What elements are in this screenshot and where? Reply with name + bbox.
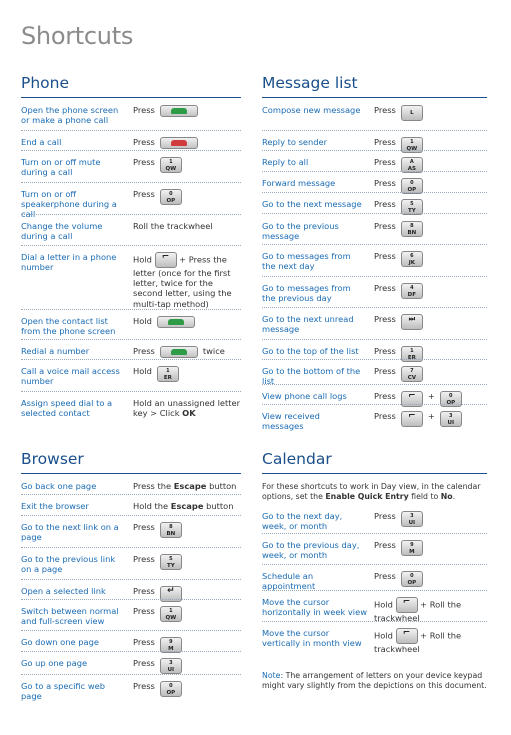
shortcut-action — [133, 501, 245, 511]
key-1-er-icon: 1 ER — [401, 346, 423, 362]
phone-rule — [21, 97, 241, 98]
key-number: 3 — [449, 413, 453, 419]
handset-icon — [171, 108, 187, 114]
key-number: 9 — [410, 542, 414, 548]
action-bold-text: Escape — [173, 481, 207, 491]
key-number: A — [409, 159, 414, 165]
page-title: Shortcuts — [21, 22, 134, 50]
row-divider — [262, 276, 487, 277]
shortcut-label: Go up one page — [21, 658, 88, 668]
action-text: Press — [133, 157, 155, 167]
key-number: 1 — [166, 368, 170, 374]
key-0-op-icon: 0 OP — [401, 571, 423, 587]
action-text: Press — [133, 105, 155, 115]
row-divider — [21, 547, 241, 548]
key-alt-icon: ⌐ — [396, 628, 418, 644]
row-divider — [262, 590, 487, 591]
action-text: Hold — [133, 366, 152, 376]
enable-quick-entry-label: Enable Quick Entry — [325, 492, 409, 501]
shortcut-action — [133, 398, 245, 418]
shortcut-action — [374, 221, 486, 237]
key-enter-icon: ↵ — [160, 586, 182, 602]
key-alt-icon: ⌐ — [155, 252, 177, 268]
key-number: 6 — [410, 253, 414, 259]
shortcut-action — [374, 540, 486, 556]
row-divider — [21, 309, 241, 310]
key-number: 1 — [169, 159, 173, 165]
row-divider — [21, 630, 241, 631]
action-text: Press — [374, 251, 396, 261]
shortcut-label: Go to the next unread message — [262, 314, 354, 335]
shortcut-label: Schedule an appointment — [262, 571, 316, 592]
action-text: Press — [133, 522, 155, 532]
key-1-qw-icon: 1 QW — [401, 137, 423, 153]
action-bold-text: Escape — [170, 501, 204, 511]
shortcut-label: Compose new message — [262, 105, 361, 115]
key-alt-icon: ⌐ — [401, 411, 423, 427]
key-number: 0 — [169, 191, 173, 197]
shortcut-label: End a call — [21, 137, 62, 147]
key-5-ty-icon: 5 TY — [401, 199, 423, 215]
row-divider — [21, 150, 241, 151]
shortcut-action — [374, 366, 486, 382]
browser-heading: Browser — [21, 450, 84, 468]
key-number: 0 — [410, 180, 414, 186]
action-text: Press — [374, 283, 396, 293]
key-number: 5 — [410, 201, 414, 207]
row-divider — [262, 244, 487, 245]
key-1-qw-icon: 1 QW — [160, 606, 182, 622]
shortcut-action: Hold ⌐ + Press the letter (once for the first letter, twice for the second letter, using the multi-tap method) — [133, 252, 232, 309]
note-text: The arrangement of letters on your device keypad might vary slightly from the depictions on this document. — [262, 671, 487, 690]
row-divider — [21, 130, 241, 131]
handset-icon — [168, 319, 184, 325]
key-0-op-icon: 0 OP — [440, 391, 462, 407]
shortcut-label: Turn on or off speakerphone during a call — [21, 189, 117, 220]
row-divider — [262, 533, 487, 534]
shortcut-label: Dial a letter in a phone number — [21, 252, 117, 273]
shortcut-label: View received messages — [262, 411, 320, 432]
shortcut-action: Press ⌐ + 0 OP — [374, 391, 486, 407]
action-text: Press — [133, 189, 155, 199]
key-alt-icon: ⌐ — [396, 597, 418, 613]
action-text: Roll the trackwheel — [133, 221, 213, 231]
row-divider — [21, 214, 241, 215]
row-divider — [21, 359, 241, 360]
key-number: 5 — [169, 556, 173, 562]
key-5-ty-icon: 5 TY — [160, 554, 182, 570]
row-divider — [21, 674, 241, 675]
key-number: 9 — [169, 639, 173, 645]
key-9-m-icon: 9 M — [401, 540, 423, 556]
shortcut-action — [133, 157, 245, 173]
action-text: Press — [133, 637, 155, 647]
action-text: Press — [374, 314, 396, 324]
shortcut-action — [133, 366, 245, 382]
shortcut-action: Press twice — [133, 346, 225, 356]
action-text: Press — [374, 391, 396, 401]
key-number: 3 — [410, 513, 414, 519]
action-text: Press — [374, 346, 396, 356]
key-1-er-icon: 1 ER — [157, 366, 179, 382]
shortcut-action: Hold ⌐ + Roll the trackwheel — [374, 597, 462, 623]
shortcut-label: Change the volume during a call — [21, 221, 103, 242]
calendar-rule — [262, 473, 487, 474]
action-text: Press — [133, 346, 155, 356]
key-l-icon: L — [401, 105, 423, 121]
row-divider — [262, 621, 487, 622]
action-text: Press — [374, 571, 396, 581]
row-divider — [262, 404, 487, 405]
key-6-jk-icon: 6 JK — [401, 251, 423, 267]
shortcut-action — [374, 283, 486, 299]
shortcut-action — [133, 105, 245, 117]
row-divider — [262, 339, 487, 340]
message-rule — [262, 97, 487, 98]
handset-icon — [171, 349, 187, 355]
action-text: Press — [374, 221, 396, 231]
action-text: Press — [133, 586, 155, 596]
shortcut-label: Move the cursor vertically in month view — [262, 628, 362, 649]
shortcut-action — [133, 137, 245, 149]
row-divider — [21, 651, 241, 652]
key-number: 1 — [410, 139, 414, 145]
action-text: Press — [374, 105, 396, 115]
calendar-intro — [262, 482, 492, 502]
shortcut-action — [133, 606, 245, 622]
shortcut-action — [374, 511, 486, 527]
action-text: Press — [133, 606, 155, 616]
key-number: 4 — [410, 285, 414, 291]
action-text: Press — [133, 658, 155, 668]
shortcut-label: Call a voice mail access number — [21, 366, 120, 387]
key-0-op-icon: 0 OP — [160, 681, 182, 697]
send-key-icon — [160, 346, 198, 358]
shortcut-label: Go back one page — [21, 481, 97, 491]
shortcut-label: Reply to sender — [262, 137, 328, 147]
action-text: Press — [133, 137, 155, 147]
shortcut-label: Go to the previous message — [262, 221, 339, 242]
shortcut-label: Go to the next message — [262, 199, 362, 209]
key-number: 7 — [410, 368, 414, 374]
shortcut-label: Go down one page — [21, 637, 99, 647]
key-0-op-icon: 0 OP — [401, 178, 423, 194]
key-9-m-icon: 9 M — [160, 637, 182, 653]
shortcut-label: Open a selected link — [21, 586, 106, 596]
key-a-as-icon: A AS — [401, 157, 423, 173]
key-alt-icon: ⌐ — [401, 391, 423, 407]
row-divider — [21, 391, 241, 392]
shortcut-label: Switch between normal and full-screen view — [21, 606, 119, 627]
action-text: Press — [374, 366, 396, 376]
shortcut-label: Reply to all — [262, 157, 309, 167]
row-divider — [262, 384, 487, 385]
row-divider — [21, 494, 241, 495]
shortcut-label: Go to the bottom of the list — [262, 366, 361, 387]
browser-rule — [21, 473, 241, 474]
key-3-ui-icon: 3 UI — [401, 511, 423, 527]
shortcut-action — [133, 681, 245, 697]
shortcut-action — [133, 554, 245, 570]
shortcut-label: Turn on or off mute during a call — [21, 157, 101, 178]
shortcut-label: Open the phone screen or make a phone call — [21, 105, 119, 126]
action-text: Press — [374, 199, 396, 209]
calendar-intro-text: For these shortcuts to work in Day view, in the calendar options, set the — [262, 482, 481, 501]
shortcut-action — [374, 251, 486, 267]
shortcut-label: Go to the next day, week, or month — [262, 511, 343, 532]
key-space-icon: ⏭ — [401, 314, 423, 330]
row-divider — [262, 171, 487, 172]
row-divider — [21, 579, 241, 580]
shortcut-action — [133, 189, 245, 205]
key-3-ui-icon: 3 UI — [160, 658, 182, 674]
row-divider — [262, 359, 487, 360]
action-text: Press — [374, 411, 396, 421]
action-text: Press — [374, 540, 396, 550]
shortcut-label: Assign speed dial to a selected contact — [21, 398, 113, 419]
row-divider — [262, 192, 487, 193]
key-8-bn-icon: 8 BN — [401, 221, 423, 237]
calendar-heading: Calendar — [262, 450, 332, 468]
shortcut-action — [374, 105, 486, 121]
send-key-icon — [160, 105, 198, 117]
shortcut-label: Go to the previous link on a page — [21, 554, 116, 575]
key-1-qw-icon: 1 QW — [160, 157, 182, 173]
key-number: 0 — [410, 573, 414, 579]
row-divider — [262, 564, 487, 565]
key-3-ui-icon: 3 UI — [440, 411, 462, 427]
row-divider — [262, 213, 487, 214]
shortcut-action: Press ⌐ + 3 UI — [374, 411, 486, 427]
send-key-icon — [157, 316, 195, 328]
shortcut-action — [133, 658, 245, 674]
key-7-cv-icon: 7 CV — [401, 366, 423, 382]
key-number: 0 — [449, 393, 453, 399]
row-divider — [21, 182, 241, 183]
row-divider — [21, 339, 241, 340]
shortcut-action — [133, 221, 245, 231]
action-text: Press — [374, 157, 396, 167]
action-text: Press — [374, 137, 396, 147]
shortcut-label: Open the contact list from the phone screen — [21, 316, 116, 337]
action-text: Press the Escape button — [133, 481, 237, 491]
shortcut-action — [133, 316, 245, 328]
action-bold-text: OK — [182, 408, 196, 419]
shortcut-label: Exit the browser — [21, 501, 89, 511]
key-0-op-icon: 0 OP — [160, 189, 182, 205]
row-divider — [262, 130, 487, 131]
shortcut-action: Hold ⌐ + Roll the trackwheel — [374, 628, 462, 654]
calendar-intro-mid: field to — [411, 492, 439, 501]
end-key-icon — [160, 137, 198, 149]
shortcut-label: Forward message — [262, 178, 336, 188]
shortcut-action — [374, 314, 486, 330]
key-number: 8 — [169, 524, 173, 530]
row-divider — [21, 245, 241, 246]
shortcut-label: Go to a specific web page — [21, 681, 105, 702]
message-list-heading: Message list — [262, 74, 358, 92]
shortcut-label: Redial a number — [21, 346, 90, 356]
calendar-note — [262, 671, 492, 691]
row-divider — [21, 599, 241, 600]
action-text: Press — [374, 511, 396, 521]
shortcut-label: Go to the top of the list — [262, 346, 359, 356]
phone-heading: Phone — [21, 74, 70, 92]
key-number: 1 — [410, 348, 414, 354]
shortcut-label: Go to the next link on a page — [21, 522, 119, 543]
shortcut-label: View phone call logs — [262, 391, 347, 401]
shortcut-label: Go to the previous day, week, or month — [262, 540, 360, 561]
handset-icon — [171, 140, 187, 146]
action-text: Press — [133, 554, 155, 564]
action-text: Hold the Escape button — [133, 501, 234, 511]
key-number: 0 — [169, 683, 173, 689]
action-text: Hold — [133, 316, 152, 326]
row-divider — [262, 307, 487, 308]
key-4-df-icon: 4 DF — [401, 283, 423, 299]
key-number: 1 — [169, 608, 173, 614]
key-number: 8 — [410, 223, 414, 229]
key-number: 3 — [169, 660, 173, 666]
shortcut-label: Go to messages from the next day — [262, 251, 351, 272]
shortcut-action — [133, 481, 245, 491]
action-text: Press — [374, 178, 396, 188]
row-divider — [262, 150, 487, 151]
action-text: Press — [133, 681, 155, 691]
key-8-bn-icon: 8 BN — [160, 522, 182, 538]
shortcut-label: Go to messages from the previous day — [262, 283, 351, 304]
calendar-intro-end: . — [452, 492, 456, 501]
no-value: No — [440, 492, 453, 501]
note-label: Note: — [262, 671, 284, 680]
shortcut-label: Move the cursor horizontally in week view — [262, 597, 367, 618]
action-text: Hold an unassigned letter key > Click OK — [133, 398, 241, 419]
shortcut-action — [133, 522, 245, 538]
shortcut-action — [374, 571, 486, 587]
row-divider — [21, 515, 241, 516]
